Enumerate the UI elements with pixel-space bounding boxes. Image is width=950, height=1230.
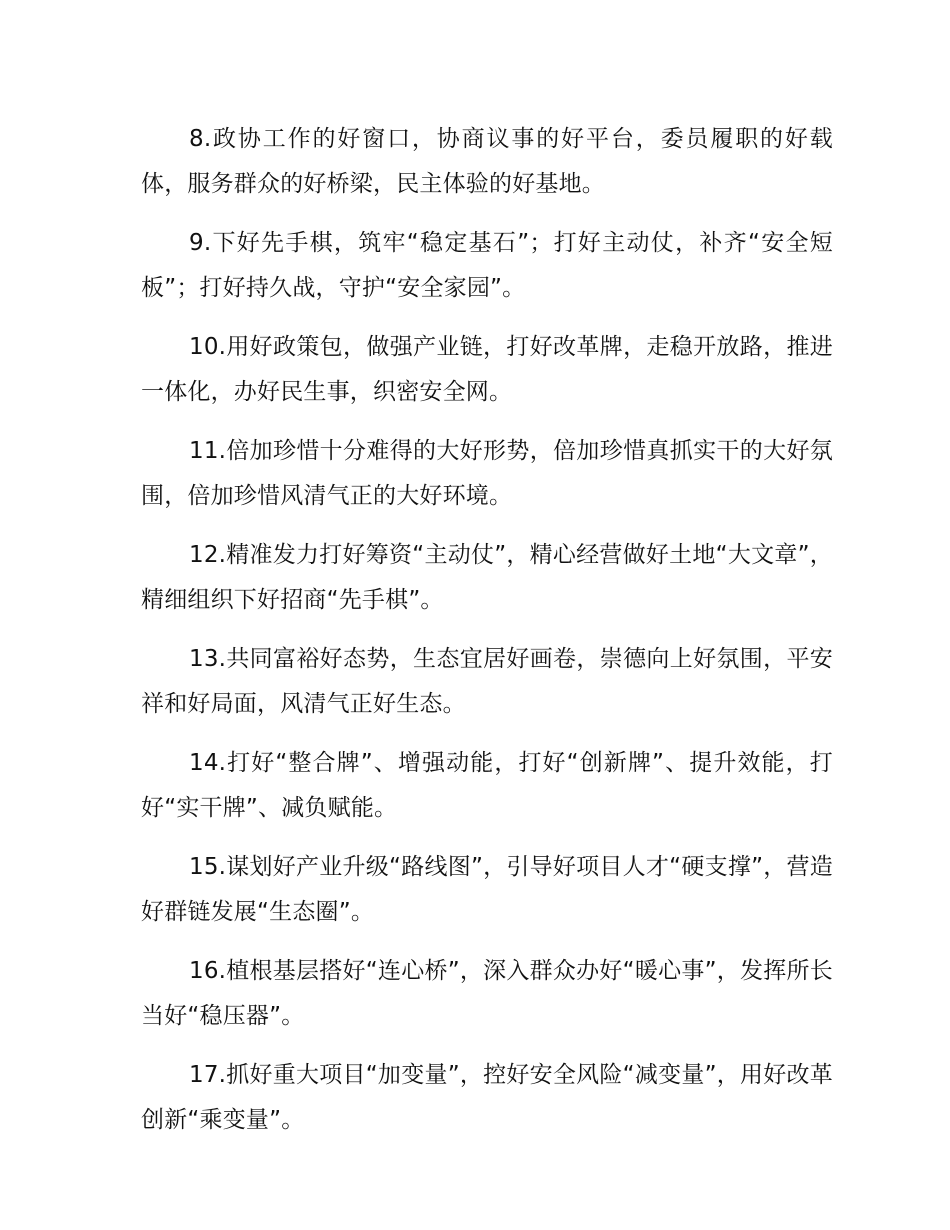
paragraph-12: 12.精准发力打好筹资“主动仗”，精心经营做好土地“大文章”，精细组织下好招商“先手棋”。 xyxy=(141,542,833,613)
document-body xyxy=(141,117,833,1157)
paragraph-13: 13.共同富裕好态势，生态宜居好画卷，崇德向上好氛围，平安祥和好局面，风清气正好生态。 xyxy=(141,646,833,717)
paragraph-11: 11.倍加珍惜十分难得的大好形势，倍加珍惜真抓实干的大好氛围，倍加珍惜风清气正的大好环境。 xyxy=(141,438,833,509)
paragraph-17: 17.抓好重大项目“加变量”，控好安全风险“减变量”，用好改革创新“乘变量”。 xyxy=(141,1062,833,1133)
paragraph-10: 10.用好政策包，做强产业链，打好改革牌，走稳开放路，推进一体化，办好民生事，织密安全网。 xyxy=(141,334,833,405)
paragraph-14: 14.打好“整合牌”、增强动能，打好“创新牌”、提升效能，打好“实干牌”、减负赋能。 xyxy=(141,750,833,821)
paragraph-9: 9.下好先手棋，筑牢“稳定基石”；打好主动仗，补齐“安全短板”；打好持久战，守护“安全家园”。 xyxy=(141,230,833,301)
paragraph-16: 16.植根基层搭好“连心桥”，深入群众办好“暖心事”，发挥所长当好“稳压器”。 xyxy=(141,958,833,1029)
paragraph-15: 15.谋划好产业升级“路线图”，引导好项目人才“硬支撑”，营造好群链发展“生态圈”。 xyxy=(141,854,833,925)
paragraph-8: 8.政协工作的好窗口，协商议事的好平台，委员履职的好载体，服务群众的好桥梁，民主体验的好基地。 xyxy=(141,126,833,197)
